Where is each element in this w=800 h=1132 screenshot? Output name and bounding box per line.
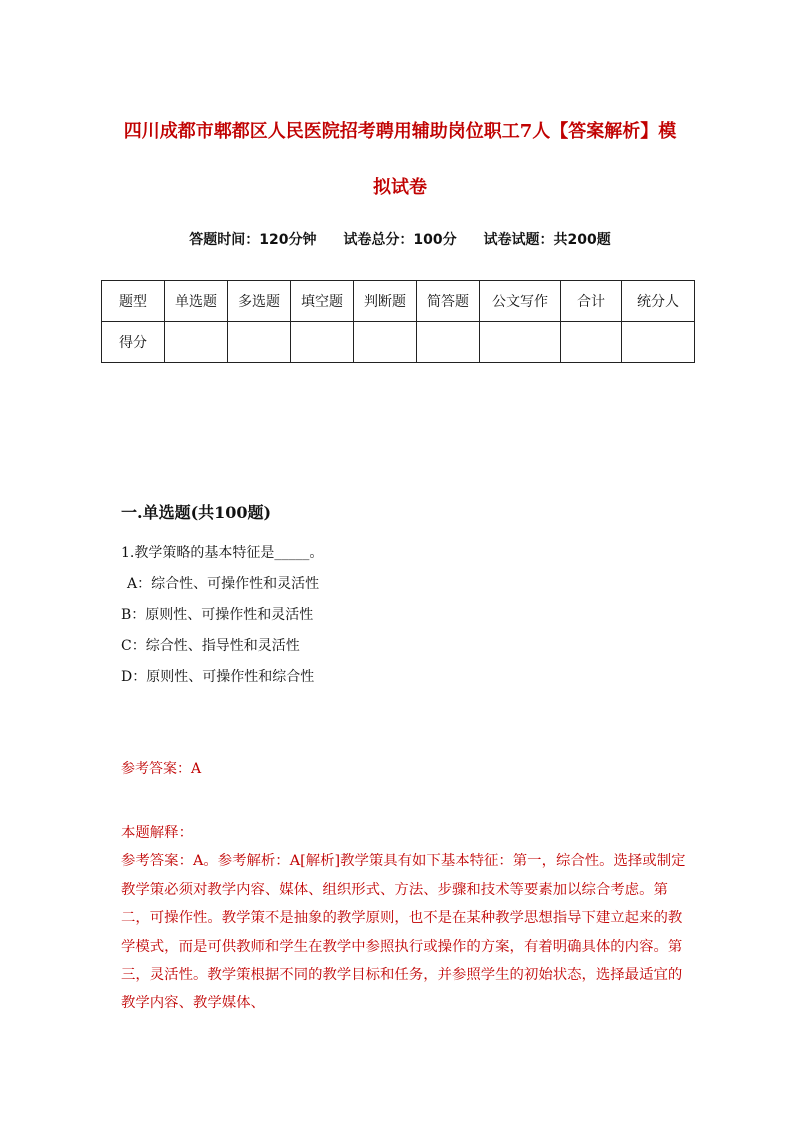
question-stem: 1.教学策略的基本特征是_____。 (121, 545, 324, 561)
explanation-text: 参考答案：A。参考解析：A[解析]教学策具有如下基本特征：第一，综合性。选择或制定教学策必须对教学内容、媒体、组织形式、方法、步骤和技术等要素加以综合考虑。第二，可操作性。教学策不是抽象的教学原则，也不是在某种教学思想指导下建立起来的教学模式，而是可供教师和学生在教学中参照执行或操作的方案，有着明确具体的内容。第三，灵活性。教学策根据不同的教学目标和任务，并参照学生的初始状态，选择最适宜的教学内容、教学媒体、 (121, 853, 686, 1012)
section-title: 一.单选题(共100题) (121, 503, 272, 522)
option-a: A：综合性、可操作性和灵活性 (127, 576, 320, 592)
option-d: D：原则性、可操作性和综合性 (121, 669, 315, 685)
question-block (121, 538, 691, 693)
explanation-label: 本题解释： (121, 825, 193, 841)
option-c: C：综合性、指导性和灵活性 (121, 638, 300, 654)
score-cell (417, 322, 480, 363)
document-title: 四川成都市郫都区人民医院招考聘用辅助岗位职工7人【答案解析】模拟试卷 (123, 121, 677, 198)
header-cell-fill-blank: 填空题 (291, 281, 354, 322)
score-cell (228, 322, 291, 363)
score-cell (165, 322, 228, 363)
header-cell-multiple-choice: 多选题 (228, 281, 291, 322)
option-b: B：原则性、可操作性和灵活性 (121, 607, 314, 623)
score-table-score-row (102, 322, 695, 363)
score-row-label: 得分 (102, 322, 165, 363)
exam-time: 答题时间：120分钟 (189, 232, 317, 248)
header-cell-single-choice: 单选题 (165, 281, 228, 322)
header-cell-type: 题型 (102, 281, 165, 322)
header-cell-scorer: 统分人 (622, 281, 695, 322)
score-cell (622, 322, 695, 363)
header-cell-short-answer: 简答题 (417, 281, 480, 322)
score-table (101, 280, 695, 363)
score-table-header-row (102, 281, 695, 322)
exam-info (0, 229, 800, 249)
score-cell (480, 322, 561, 363)
reference-answer: 参考答案：A (121, 761, 202, 777)
explanation-block (121, 819, 686, 1018)
exam-total-questions: 试卷试题：共200题 (483, 232, 611, 248)
header-cell-total: 合计 (561, 281, 622, 322)
score-cell (561, 322, 622, 363)
score-cell (291, 322, 354, 363)
exam-total-score: 试卷总分：100分 (343, 232, 457, 248)
score-cell (354, 322, 417, 363)
header-cell-true-false: 判断题 (354, 281, 417, 322)
header-cell-document-writing: 公文写作 (480, 281, 561, 322)
